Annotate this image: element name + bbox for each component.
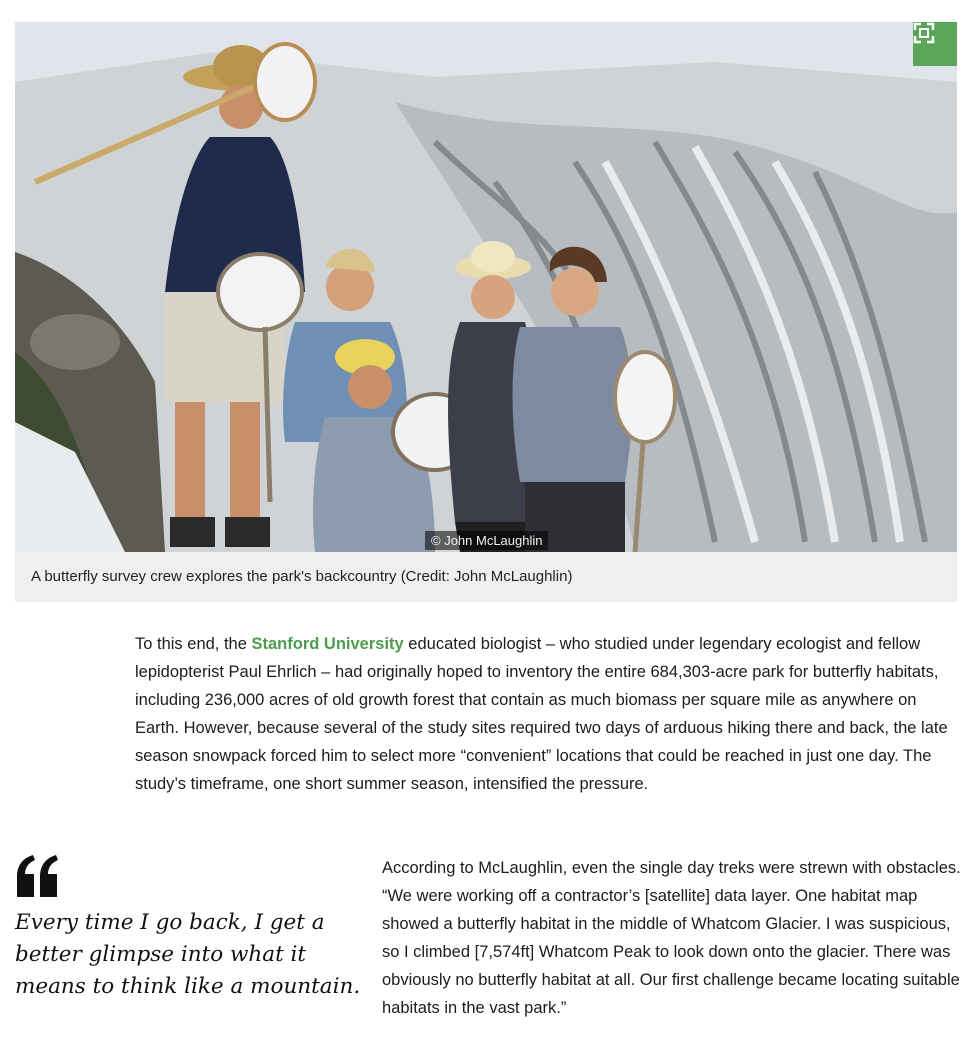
photo-credit-tag: © John McLaughlin (425, 531, 548, 550)
paragraph-text-lead: To this end, the (135, 635, 252, 653)
pull-quote (15, 855, 365, 1003)
article-paragraph (135, 630, 960, 798)
expand-icon (913, 22, 935, 44)
photo-illustration (15, 22, 957, 552)
figure-caption: A butterfly survey crew explores the park's backcountry (Credit: John McLaughlin) (15, 552, 957, 602)
pull-quote-text: Every time I go back, I get a better glimpse into what it means to think like a mountain. (15, 910, 361, 999)
quote-mark-icon (15, 855, 59, 897)
paragraph-text-rest: educated biologist – who studied under legendary ecologist and fellow lepidopterist Paul Ehrlich – had originally hoped to inventory the entire 684,303-acre park for butterfly habitats, including 236,000 acres of old growth forest that contain as much biomass per square mile as anywhere on Earth. However, because several of the study sites required two days of arduous hiking there and back, the late season snowpack forced him to select more “convenient” locations that could be reached in just one day. The study’s timeframe, one short summer season, intensified the pressure. (135, 635, 948, 793)
butterfly-crew-photo (15, 22, 957, 552)
stanford-university-link[interactable]: Stanford University (251, 635, 404, 653)
article-figure (15, 22, 957, 602)
article-paragraph-side: According to McLaughlin, even the single day treks were strewn with obstacles. “We were working off a contractor’s [satellite] data layer. One habitat map showed a butterfly habitat in the middle of Whatcom Glacier. I was suspicious, so I climbed [7,574ft] Whatcom Peak to look down onto the glacier. There was obviously no butterfly habitat at all. Our first challenge became locating suitable habitats in the vast park.” (382, 859, 961, 1017)
expand-image-button[interactable] (913, 22, 957, 66)
